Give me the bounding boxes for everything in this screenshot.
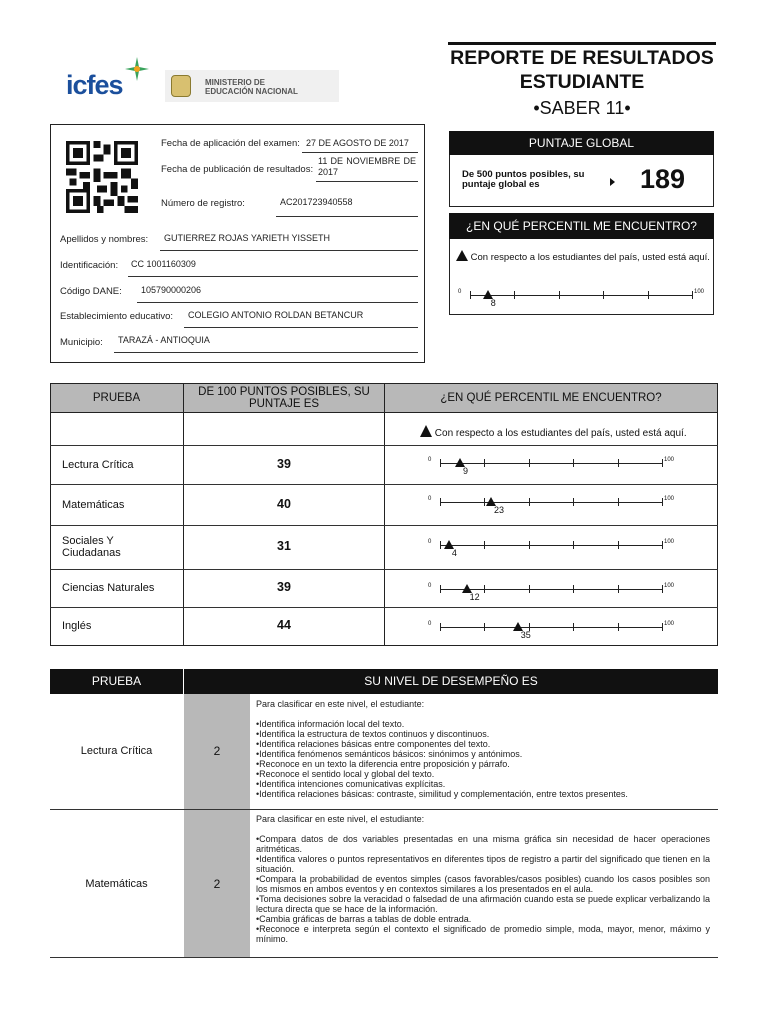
scale-tick — [603, 291, 604, 299]
title-rule — [448, 42, 716, 45]
list-item: •Identifica valores o puntos representativos en diferentes tipos de registro a partir del significado que tienen en la situación. — [256, 854, 710, 874]
scale-min-label: 0 — [428, 539, 432, 545]
rule — [160, 250, 418, 251]
rule — [276, 216, 418, 217]
col-puntaje-header: DE 100 PUNTOS POSIBLES, SU PUNTAJE ES — [198, 386, 370, 410]
prueba-row-score: 39 — [277, 580, 291, 594]
scale-max-label: 100 — [694, 289, 705, 295]
percentil-marker-value: 9 — [462, 466, 468, 476]
report-title — [448, 46, 716, 94]
rule — [128, 276, 418, 277]
scale-tick — [618, 541, 619, 549]
nombres-label: Apellidos y nombres: — [60, 234, 149, 245]
desempeno-col-nivel: SU NIVEL DE DESEMPEÑO ES — [364, 674, 538, 688]
scale-tick — [484, 498, 485, 506]
scale-tick — [662, 541, 663, 549]
scale-tick — [440, 623, 441, 631]
prueba-row-name: Ciencias Naturales — [62, 582, 155, 594]
prueba-row-name: Sociales Y Ciudadanas — [62, 535, 121, 559]
percentil-text — [456, 250, 711, 263]
scale-max-label: 100 — [664, 457, 675, 463]
scale-tick — [484, 585, 485, 593]
prueba-row-score: 44 — [277, 618, 291, 632]
percentil-marker-value: 4 — [451, 548, 457, 558]
puntaje-global-score: 189 — [640, 164, 686, 194]
list-item: •Compara datos de dos variables presentadas en una misma gráfica sin necesidad de hacer operaciones aritméticas. — [256, 834, 710, 854]
scale-line — [440, 463, 662, 464]
scale-tick — [662, 623, 663, 631]
dane-value: 105790000206 — [141, 285, 202, 295]
establecimiento-value: COLEGIO ANTONIO ROLDAN BETANCUR — [188, 310, 364, 320]
scale-tick — [440, 541, 441, 549]
scale-tick — [514, 291, 515, 299]
percentil-text-value: Con respecto a los estudiantes del país, usted está aquí. — [470, 252, 710, 263]
ministry-name: MINISTERIO DE EDUCACIÓN NACIONAL — [205, 78, 298, 96]
scale-tick — [662, 459, 663, 467]
scale-line — [470, 295, 692, 296]
row-divider — [50, 607, 718, 608]
scale-line — [440, 627, 662, 628]
desempeno-row-intro: Para clasificar en este nivel, el estudiante: — [256, 814, 425, 824]
scale-min-label: 0 — [428, 583, 432, 589]
scale-tick — [692, 291, 693, 299]
list-item: •Identifica fenómenos semánticos básicos: sinónimos y antónimos. — [256, 749, 523, 759]
scale-tick — [484, 623, 485, 631]
pointer-arrow-icon — [610, 178, 615, 186]
prueba-row-name: Inglés — [62, 620, 92, 632]
percentil-header: ¿EN QUÉ PERCENTIL ME ENCUENTRO? — [449, 213, 714, 239]
scale-max-label: 100 — [664, 621, 675, 627]
scale-tick — [484, 459, 485, 467]
icfes-logo — [66, 58, 150, 104]
report-subtitle: •SABER 11• — [533, 98, 631, 118]
scale-tick — [618, 498, 619, 506]
percentil-marker-value: 8 — [490, 298, 496, 308]
scale-tick — [484, 541, 485, 549]
scale-tick — [440, 498, 441, 506]
list-item: •Identifica la estructura de textos continuos y discontinuos. — [256, 729, 490, 739]
list-item: •Toma decisiones sobre la veracidad o falsedad de una afirmación cuando esta se puede explicar verbalizando la lectura directa que se hace de la información. — [256, 894, 710, 914]
rule — [316, 181, 418, 182]
desempeno-row-name: Matemáticas — [85, 878, 148, 890]
row-divider — [50, 809, 718, 810]
list-item: •Reconoce el sentido local y global del texto. — [256, 769, 435, 779]
list-item: •Reconoce e interpreta según el contexto el significado de promedio simple, moda, mayor, menor, máximo y mínimo. — [256, 924, 710, 944]
pruebas-percentil-note-text: Con respecto a los estudiantes del país, usted está aquí. — [434, 428, 687, 439]
puntaje-global-header: PUNTAJE GLOBAL — [449, 131, 714, 155]
identificacion-value: CC 1001160309 — [131, 259, 196, 269]
fecha-publicacion-value: 11 DE NOVIEMBRE DE 2017 — [318, 156, 416, 177]
scale-min-label: 0 — [428, 496, 432, 502]
scale-tick — [573, 498, 574, 506]
scale-tick — [529, 585, 530, 593]
desempeno-row-items — [256, 834, 710, 944]
desempeno-row-name: Lectura Crítica — [80, 745, 153, 757]
list-item: •Cambia gráficas de barras a tablas de doble entrada. — [256, 914, 472, 924]
rule — [137, 302, 418, 303]
fecha-publicacion-label: Fecha de publicación de resultados: — [161, 164, 314, 175]
icfes-logo-text: icfes — [66, 70, 123, 100]
percentil-marker-value: 12 — [469, 592, 480, 602]
registro-value: AC201723940558 — [280, 197, 353, 207]
scale-min-label: 0 — [428, 621, 432, 627]
rule — [114, 352, 418, 353]
scale-tick — [573, 623, 574, 631]
prueba-row-name: Lectura Crítica — [62, 458, 134, 471]
scale-min-label: 0 — [458, 289, 462, 295]
list-item: •Identifica información local del texto. — [256, 719, 405, 729]
row-divider — [50, 445, 718, 446]
col-percentil-header: ¿EN QUÉ PERCENTIL ME ENCUENTRO? — [440, 392, 662, 404]
prueba-row-score: 39 — [277, 456, 291, 471]
percentil-marker-value: 23 — [494, 505, 505, 515]
report-title-line2: ESTUDIANTE — [519, 71, 645, 93]
dane-label: Código DANE: — [60, 286, 122, 297]
desempeno-col-prueba: PRUEBA — [91, 674, 142, 688]
scale-max-label: 100 — [664, 583, 675, 589]
scale-max-label: 100 — [664, 539, 675, 545]
scale-tick — [662, 498, 663, 506]
scale-tick — [648, 291, 649, 299]
scale-line — [440, 545, 662, 546]
scale-tick — [618, 459, 619, 467]
scale-line — [440, 589, 662, 590]
scale-max-label: 100 — [664, 496, 675, 502]
nombres-value: GUTIERREZ ROJAS YARIETH YISSETH — [164, 233, 331, 243]
rule — [302, 152, 418, 153]
prueba-row-score: 40 — [277, 496, 291, 511]
scale-tick — [440, 459, 441, 467]
fecha-aplicacion-value: 27 DE AGOSTO DE 2017 — [306, 138, 409, 148]
percentil-marker-value: 35 — [520, 630, 531, 640]
establecimiento-label: Establecimiento educativo: — [60, 311, 174, 322]
list-item: •Identifica relaciones básicas entre componentes del texto. — [256, 739, 491, 749]
ministry-logo — [165, 70, 339, 102]
municipio-value: TARAZÁ - ANTIOQUIA — [118, 335, 210, 345]
qr-code-icon — [66, 141, 138, 213]
pruebas-percentil-note — [420, 425, 687, 439]
marker-icon — [456, 250, 468, 261]
coat-of-arms-icon — [171, 75, 191, 97]
row-divider — [50, 525, 718, 526]
scale-tick — [470, 291, 471, 299]
identificacion-label: Identificación: — [60, 260, 119, 271]
row-divider — [50, 957, 718, 958]
scale-tick — [573, 459, 574, 467]
list-item: •Identifica relaciones básicas: contraste, similitud y complementación, entre textos presentes. — [256, 789, 628, 799]
scale-tick — [573, 541, 574, 549]
puntaje-global-text: De 500 puntos posibles, su puntaje global es — [462, 169, 585, 190]
fecha-aplicacion-label: Fecha de aplicación del examen: — [161, 138, 300, 149]
desempeno-row-level: 2 — [213, 744, 221, 758]
list-item: •Compara la probabilidad de eventos simples (casos favorables/casos posibles) cuando los casos posibles son los mismos en ambos eventos y en contextos similares a los presentados en el aula. — [256, 874, 710, 894]
scale-tick — [529, 459, 530, 467]
prueba-row-name: Matemáticas — [62, 498, 125, 511]
desempeno-row-level: 2 — [213, 877, 221, 891]
desempeno-row-items — [256, 719, 710, 799]
row-divider — [50, 484, 718, 485]
scale-tick — [662, 585, 663, 593]
scale-tick — [573, 585, 574, 593]
rule — [184, 327, 418, 328]
list-item: •Identifica intenciones comunicativas explícitas. — [256, 779, 446, 789]
scale-tick — [618, 585, 619, 593]
scale-tick — [618, 623, 619, 631]
scale-line — [440, 502, 662, 503]
registro-label: Número de registro: — [161, 198, 245, 209]
scale-tick — [440, 585, 441, 593]
marker-icon — [420, 425, 432, 437]
list-item: •Reconoce en un texto la diferencia entre proposición y párrafo. — [256, 759, 510, 769]
scale-tick — [559, 291, 560, 299]
municipio-label: Municipio: — [60, 337, 103, 348]
icfes-star-icon — [124, 56, 150, 82]
scale-tick — [529, 498, 530, 506]
row-divider — [50, 569, 718, 570]
desempeno-row-intro: Para clasificar en este nivel, el estudiante: — [256, 699, 425, 709]
scale-tick — [529, 541, 530, 549]
report-title-line1: REPORTE DE RESULTADOS — [450, 47, 714, 69]
scale-min-label: 0 — [428, 457, 432, 463]
prueba-row-score: 31 — [277, 539, 291, 553]
level-column-bg — [184, 694, 250, 957]
col-prueba-header: PRUEBA — [92, 392, 141, 404]
